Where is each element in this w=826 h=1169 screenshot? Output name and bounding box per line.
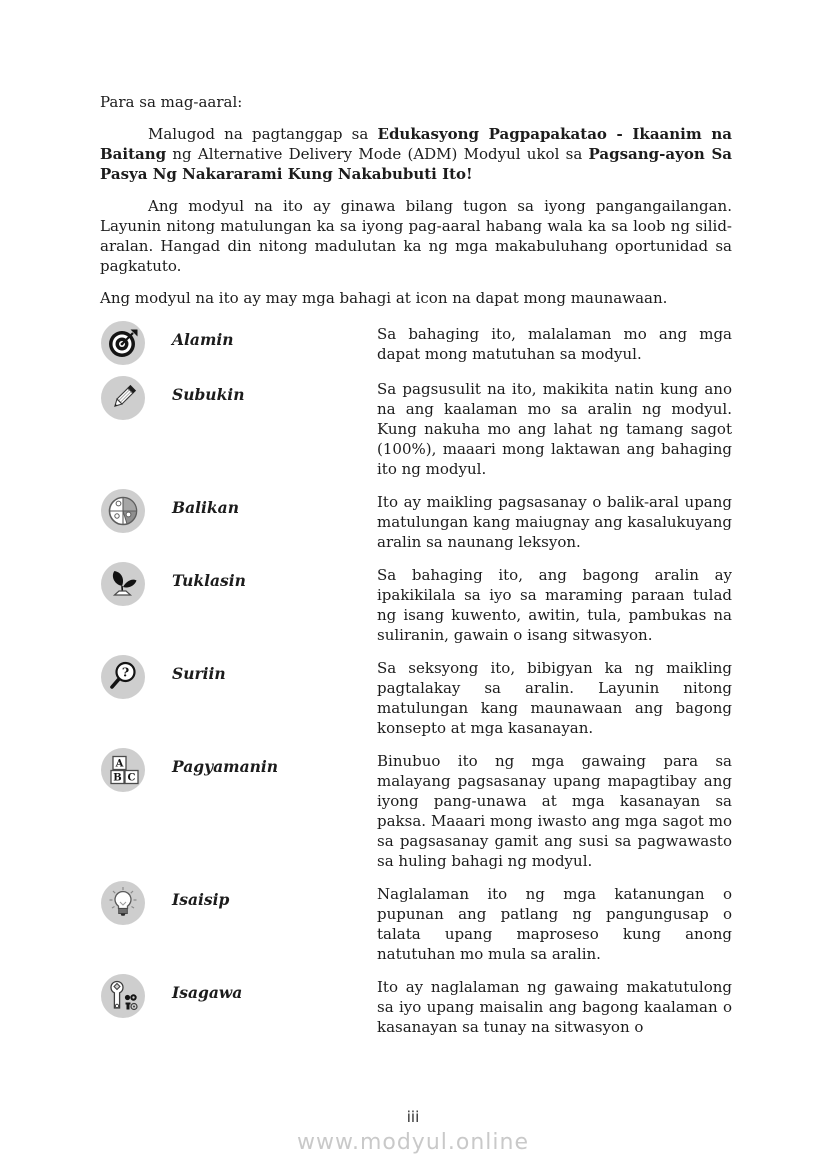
tools-icon xyxy=(100,973,172,1019)
part-description: Sa bahaging ito, malalaman mo ang mga dapat mong matutuhan sa modyul. xyxy=(377,325,732,363)
page-number: iii xyxy=(406,1108,420,1126)
module-part-row-tuklasin xyxy=(100,565,732,645)
abc-blocks-icon xyxy=(100,747,172,793)
part-description: Sa seksyong ito, bibigyan ka ng maikling pagtalakay sa aralin. Layunin nitong matulungan kang maunawaan ang bagong konsepto at mga kasanayan. xyxy=(377,659,732,737)
svg-text:C: C xyxy=(127,772,136,784)
page-footer xyxy=(0,1107,826,1153)
module-part-row-alamin xyxy=(100,324,732,366)
svg-text:B: B xyxy=(113,772,122,784)
part-description: Binubuo ito ng mga gawaing para sa malayang pagsasanay upang mapagtibay ang iyong pang-unawa at mga kasanayan sa paksa. Maaari mong iwasto ang mga sagot mo sa pagsasanay gamit ang susi sa pagwawasto sa huling bahagi ng modyul. xyxy=(377,752,732,870)
part-label: Alamin xyxy=(172,330,234,349)
svg-text:?: ? xyxy=(121,664,130,680)
module-part-row-balikan xyxy=(100,492,732,552)
welcome-paragraph xyxy=(100,124,732,184)
lesson-title-bold: Pagsang-ayon Sa Pasya Ng Nakararami Kung Nakabubuti Ito! xyxy=(100,145,732,183)
module-part-row-suriin xyxy=(100,658,732,738)
module-title-bold: Edukasyong Pagpapakatao - Ikaanim na Baitang xyxy=(100,125,733,163)
lightbulb-icon xyxy=(100,880,172,926)
watermark-text: www.modyul.online xyxy=(297,1130,529,1155)
purpose-paragraph: Ang modyul na ito ay ginawa bilang tugon sa iyong pangangailangan. Layunin nitong matulungan ka sa iyong pag-aaral habang wala ka sa loob ng silid-aralan. Hangad din nitong madulutan ka ng mga makabuluhang oportunidad sa pagkatuto. xyxy=(100,197,732,275)
part-label: Pagyamanin xyxy=(172,757,279,776)
part-label: Suriin xyxy=(172,664,226,683)
greeting-line: Para sa mag-aaral: xyxy=(100,93,243,111)
svg-text:A: A xyxy=(115,758,124,770)
module-parts-list xyxy=(100,324,732,1037)
puzzle-icon xyxy=(100,488,172,534)
target-icon xyxy=(100,320,172,366)
part-description: Naglalaman ito ng mga katanungan o pupunan ang patlang ng pangungusap o talata upang maproseso kung anong natutuhan mo mula sa aralin. xyxy=(377,885,732,963)
part-label: Subukin xyxy=(172,385,245,404)
module-part-row-isagawa xyxy=(100,977,732,1037)
welcome-text-2: ng Alternative Delivery Mode (ADM) Modyul ukol sa xyxy=(166,145,589,163)
part-description: Ito ay naglalaman ng gawaing makatutulong sa iyo upang maisalin ang bagong kaalaman o kasanayan sa tunay na sitwasyon o xyxy=(377,978,732,1036)
icons-intro-line: Ang modyul na ito ay may mga bahagi at icon na dapat mong maunawaan. xyxy=(100,289,668,307)
part-description: Ito ay maikling pagsasanay o balik-aral upang matulungan kang maiugnay ang kasalukuyang aralin sa naunang leksyon. xyxy=(377,493,732,551)
module-part-row-pagyamanin xyxy=(100,751,732,871)
part-description: Sa bahaging ito, ang bagong aralin ay ipakikilala sa iyo sa maraming paraan tulad ng isang kuwento, awitin, tula, pambukas na suliranin, gawain o isang sitwasyon. xyxy=(377,566,732,644)
part-label: Isagawa xyxy=(172,983,243,1002)
part-label: Tuklasin xyxy=(172,571,246,590)
part-description: Sa pagsusulit na ito, makikita natin kung ano na ang kaalaman mo sa aralin ng modyul. Kung nakuha mo ang lahat ng tamang sagot (100%), maaari mong laktawan ang bahaging ito ng modyul. xyxy=(377,380,732,478)
magnifier-question-icon xyxy=(100,654,172,700)
part-label: Balikan xyxy=(172,498,239,517)
part-label: Isaisip xyxy=(172,890,230,909)
pencil-icon xyxy=(100,375,172,421)
module-part-row-isaisip xyxy=(100,884,732,964)
welcome-text: Malugod na pagtanggap sa xyxy=(148,125,378,143)
module-part-row-subukin xyxy=(100,379,732,479)
plant-icon xyxy=(100,561,172,607)
